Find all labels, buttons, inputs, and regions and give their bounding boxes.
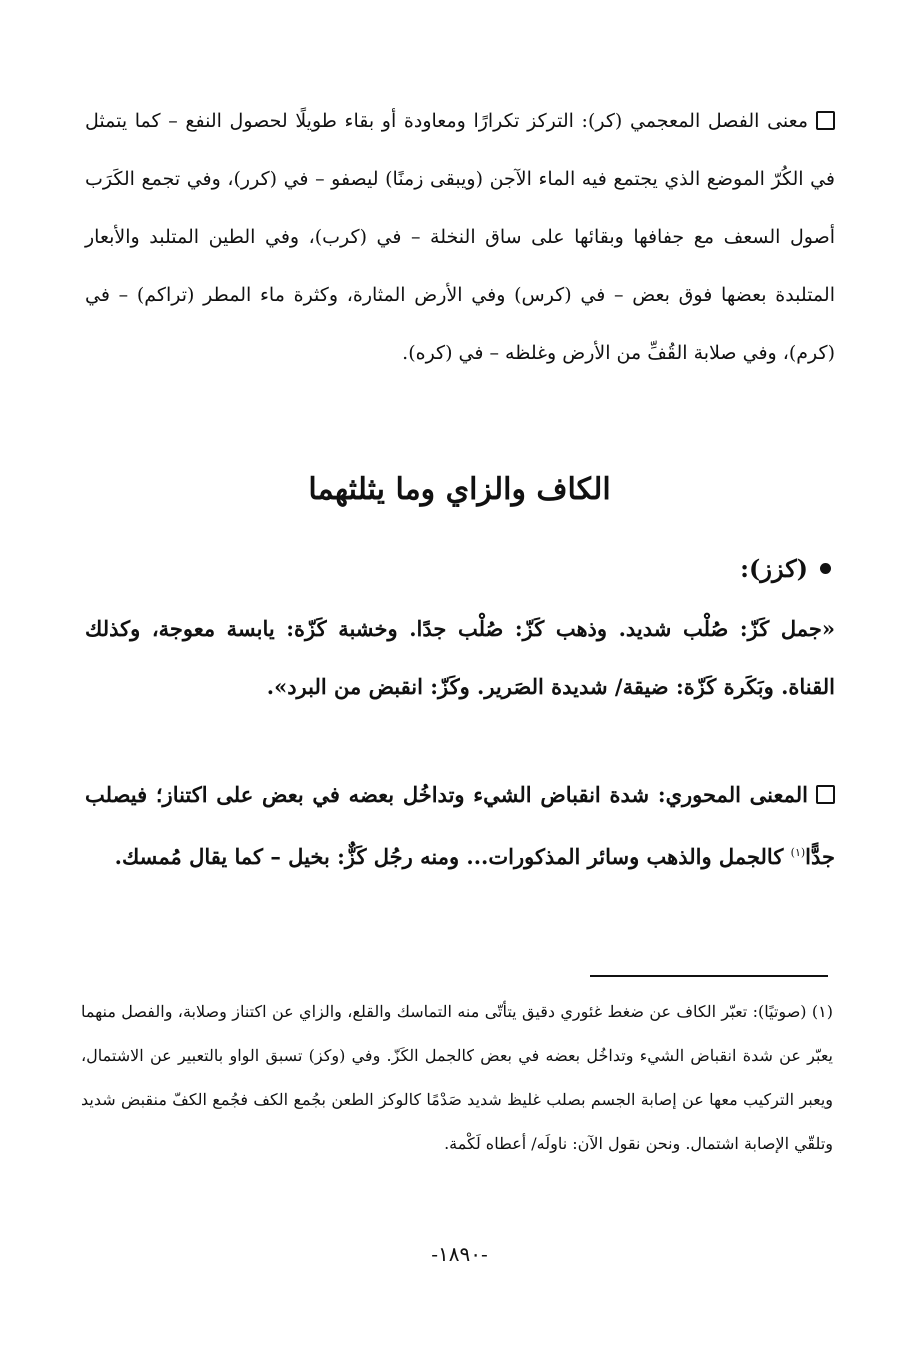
core-meaning-paragraph — [85, 766, 835, 886]
entry-quote: «جمل كَزّ: صُلْب شديد. وذهب كَزّ: صُلْب جدًا. وخشبة كَزّة: يابسة معوجة، وكذلك القناة. وبَكَرة كَزّة: ضيقة/ شديدة الصَرير. وكَزّ: انقبض من البرد». — [85, 616, 835, 699]
checkbox-square-icon — [816, 111, 835, 130]
checkbox-square-icon — [816, 785, 835, 804]
footnote-divider — [590, 975, 828, 977]
page-number: -١٨٩٠- — [431, 1242, 488, 1266]
intro-paragraph — [85, 92, 835, 382]
footnote: (١) (صوتيًا): تعبّر الكاف عن ضغط غئوري دقيق يتأتّى منه التماسك والقلع، والزاي عن اكتناز وصلابة، والفصل منهما يعبّر عن شدة انقباض الشيء وتداخُل بعضه في بعض كالجمل الكَزّ. وفي (وكز) تسبق الواو بالتعبير عن الاشتمال، ويعبر التركيب معها عن إصابة الجسم بصلب غليظ شديد صَدْمًا كالوكز الطعن بجُمع الكف فجُمع الكفّ منقبض شديد وتلقّي الإصابة اشتمال. ونحن نقول الآن: ناولَه/ أعطاه لَكْمة. — [81, 1002, 833, 1153]
entry-root: (كزز): — [740, 554, 808, 583]
section-title: الكاف والزاي وما يثلثهما — [308, 472, 611, 507]
footnote-reference: (١) — [790, 846, 806, 859]
intro-text: معنى الفصل المعجمي (كر): التركز تكرارًا ومعاودة أو بقاء طويلًا لحصول النفع – كما يتمثل في الكُرّ الموضع الذي يجتمع فيه الماء الآجن (ويبقى زمنًا) ليصفو – في (كرر)، وفي تجمع الكَرَب أصول السعف مع جفافها وبقائها على ساق النخلة – في (كرب)، وفي الطين المتلبد والأبعار المتلبدة بعضها فوق بعض – في (كرس) وفي الأرض المثارة، وكثرة ماء المطر (تراكم) – في (كرم)، وفي صلابة القُفِّ من الأرض وغلظه – في (كره). — [85, 110, 835, 364]
bullet-dot-icon — [820, 563, 831, 574]
core-meaning-text: المعنى المحوري: شدة انقباض الشيء وتداخُل بعضه في بعض على اكتناز؛ فيصلب جدًّا — [85, 782, 835, 869]
entry-heading — [740, 544, 831, 594]
core-meaning-continuation: كالجمل والذهب وسائر المذكورات... ومنه رجُل كَزٌّ: بخيل – كما يقال مُمسك. — [114, 844, 791, 869]
